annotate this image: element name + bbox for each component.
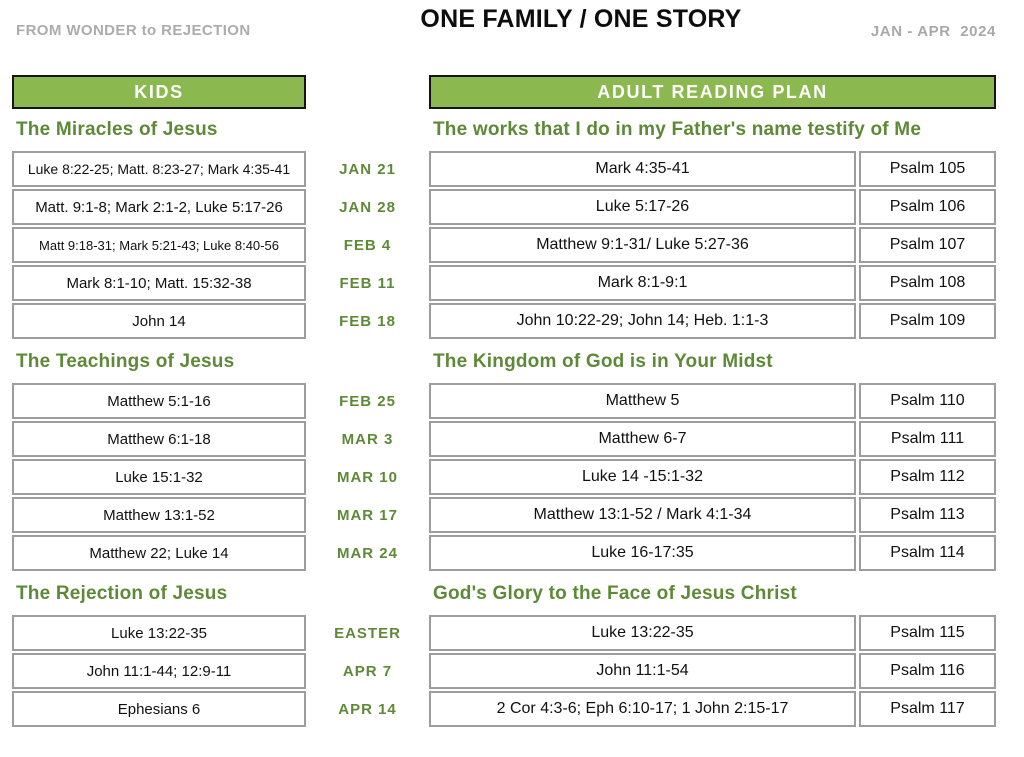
adult-row [429, 421, 996, 459]
date-label: JAN 28 [339, 198, 396, 216]
adult-row [429, 691, 996, 729]
adult-row [429, 189, 996, 227]
kids-section-title: The Rejection of Jesus [16, 583, 228, 604]
date-column [306, 75, 429, 729]
adult-reading-cell: John 10:22-29; John 14; Heb. 1:1-3 [429, 303, 856, 339]
adult-row [429, 151, 996, 189]
adult-column-header: ADULT READING PLAN [429, 75, 996, 109]
psalm-cell: Psalm 114 [859, 535, 996, 571]
kids-reading-cell: Matt. 9:1-8; Mark 2:1-2, Luke 5:17-26 [12, 189, 306, 225]
kids-reading-cell: Mark 8:1-10; Matt. 15:32-38 [12, 265, 306, 301]
series-subtitle: FROM WONDER to REJECTION [16, 22, 251, 39]
reading-plan-grid [0, 75, 1024, 729]
date-range: JAN - APR 2024 [870, 23, 996, 40]
psalm-cell: Psalm 107 [859, 227, 996, 263]
psalm-cell: Psalm 109 [859, 303, 996, 339]
psalm-cell: Psalm 116 [859, 653, 996, 689]
psalm-cell: Psalm 105 [859, 151, 996, 187]
date-label: MAR 10 [336, 468, 398, 486]
adult-reading-cell: Matthew 5 [429, 383, 856, 419]
kids-reading-cell: Ephesians 6 [12, 691, 306, 727]
kids-column [12, 75, 306, 729]
date-label: EASTER [334, 624, 401, 642]
date-label: MAR 17 [336, 506, 398, 524]
kids-reading-cell: John 11:1-44; 12:9-11 [12, 653, 306, 689]
date-label: MAR 3 [341, 430, 394, 448]
adult-reading-cell: John 11:1-54 [429, 653, 856, 689]
kids-reading-cell: Luke 13:22-35 [12, 615, 306, 651]
adult-row [429, 535, 996, 573]
psalm-cell: Psalm 111 [859, 421, 996, 457]
date-title-spacer [306, 341, 429, 383]
adult-section-title: The works that I do in my Father's name testify of Me [433, 119, 922, 140]
kids-reading-cell: Luke 8:22-25; Matt. 8:23-27; Mark 4:35-41 [12, 151, 306, 187]
adult-reading-cell: Mark 4:35-41 [429, 151, 856, 187]
kids-reading-cell: Matthew 6:1-18 [12, 421, 306, 457]
adult-column [429, 75, 996, 729]
date-title-spacer [306, 109, 429, 151]
top-bar [0, 0, 1024, 75]
adult-reading-cell: 2 Cor 4:3-6; Eph 6:10-17; 1 John 2:15-17 [429, 691, 856, 727]
adult-reading-cell: Luke 16-17:35 [429, 535, 856, 571]
psalm-cell: Psalm 110 [859, 383, 996, 419]
adult-section-title: The Kingdom of God is in Your Midst [433, 351, 773, 372]
date-column-spacer [306, 75, 429, 109]
kids-reading-cell: John 14 [12, 303, 306, 339]
kids-reading-cell: Luke 15:1-32 [12, 459, 306, 495]
psalm-cell: Psalm 113 [859, 497, 996, 533]
kids-section-title: The Miracles of Jesus [16, 119, 218, 140]
adult-section-title: God's Glory to the Face of Jesus Christ [433, 583, 797, 604]
kids-reading-cell: Matt 9:18-31; Mark 5:21-43; Luke 8:40-56 [12, 227, 306, 263]
date-label: APR 7 [342, 662, 393, 680]
adult-reading-cell: Luke 14 -15:1-32 [429, 459, 856, 495]
kids-reading-cell: Matthew 22; Luke 14 [12, 535, 306, 571]
psalm-cell: Psalm 115 [859, 615, 996, 651]
adult-reading-cell: Matthew 9:1-31/ Luke 5:27-36 [429, 227, 856, 263]
date-label: FEB 4 [343, 236, 392, 254]
psalm-cell: Psalm 108 [859, 265, 996, 301]
adult-row [429, 303, 996, 341]
adult-reading-cell: Luke 13:22-35 [429, 615, 856, 651]
kids-reading-cell: Matthew 13:1-52 [12, 497, 306, 533]
adult-reading-cell: Matthew 6-7 [429, 421, 856, 457]
adult-row [429, 653, 996, 691]
kids-reading-cell: Matthew 5:1-16 [12, 383, 306, 419]
adult-reading-cell: Luke 5:17-26 [429, 189, 856, 225]
date-title-spacer [306, 573, 429, 615]
date-label: APR 14 [338, 700, 397, 718]
date-label: JAN 21 [339, 160, 396, 178]
adult-reading-cell: Matthew 13:1-52 / Mark 4:1-34 [429, 497, 856, 533]
kids-column-header: KIDS [12, 75, 306, 109]
kids-section-title: The Teachings of Jesus [16, 351, 235, 372]
adult-row [429, 227, 996, 265]
psalm-cell: Psalm 106 [859, 189, 996, 225]
page-title: ONE FAMILY / ONE STORY [420, 5, 742, 33]
date-label: FEB 25 [339, 392, 396, 410]
psalm-cell: Psalm 112 [859, 459, 996, 495]
adult-row [429, 459, 996, 497]
adult-reading-cell: Mark 8:1-9:1 [429, 265, 856, 301]
date-label: FEB 18 [339, 312, 396, 330]
psalm-cell: Psalm 117 [859, 691, 996, 727]
adult-row [429, 615, 996, 653]
adult-row [429, 497, 996, 535]
date-label: FEB 11 [339, 274, 396, 292]
date-label: MAR 24 [336, 544, 398, 562]
adult-row [429, 383, 996, 421]
adult-row [429, 265, 996, 303]
